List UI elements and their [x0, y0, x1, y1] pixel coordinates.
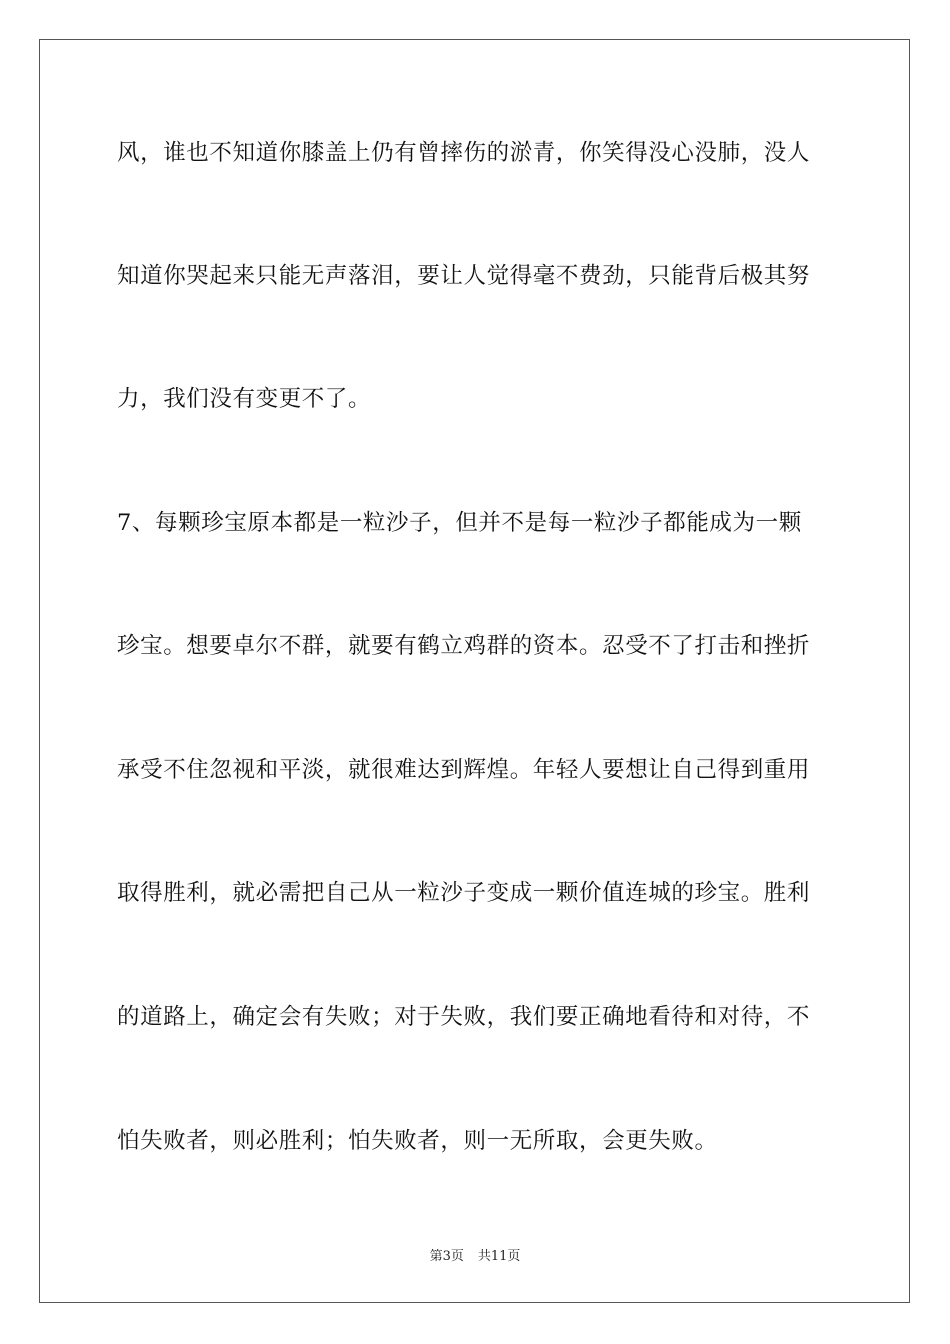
page-border [39, 39, 910, 1303]
page-number: 第3页 [429, 1249, 464, 1264]
text-line: 力，我们没有变更不了。 [117, 386, 372, 412]
text-line: 知道你哭起来只能无声落泪，要让人觉得毫不费劲，只能背后极其努 [117, 263, 811, 289]
text-line: 的道路上，确定会有失败；对于失败，我们要正确地看待和对待，不 [117, 1004, 811, 1030]
text-line: 怕失败者，则必胜利；怕失败者，则一无所取，会更失败。 [117, 1128, 718, 1154]
text-line: 承受不住忽视和平淡，就很难达到辉煌。年轻人要想让自己得到重用 [117, 757, 811, 783]
page-total: 共11页 [477, 1249, 521, 1264]
text-line: 7、每颗珍宝原本都是一粒沙子，但并不是每一粒沙子都能成为一颗 [117, 510, 802, 536]
page-footer [0, 1248, 950, 1266]
text-line: 风，谁也不知道你膝盖上仍有曾摔伤的淤青，你笑得没心没肺，没人 [117, 140, 811, 166]
text-line: 取得胜利，就必需把自己从一粒沙子变成一颗价值连城的珍宝。胜利 [117, 880, 811, 906]
text-line: 珍宝。想要卓尔不群，就要有鹤立鸡群的资本。忍受不了打击和挫折 [117, 633, 811, 659]
